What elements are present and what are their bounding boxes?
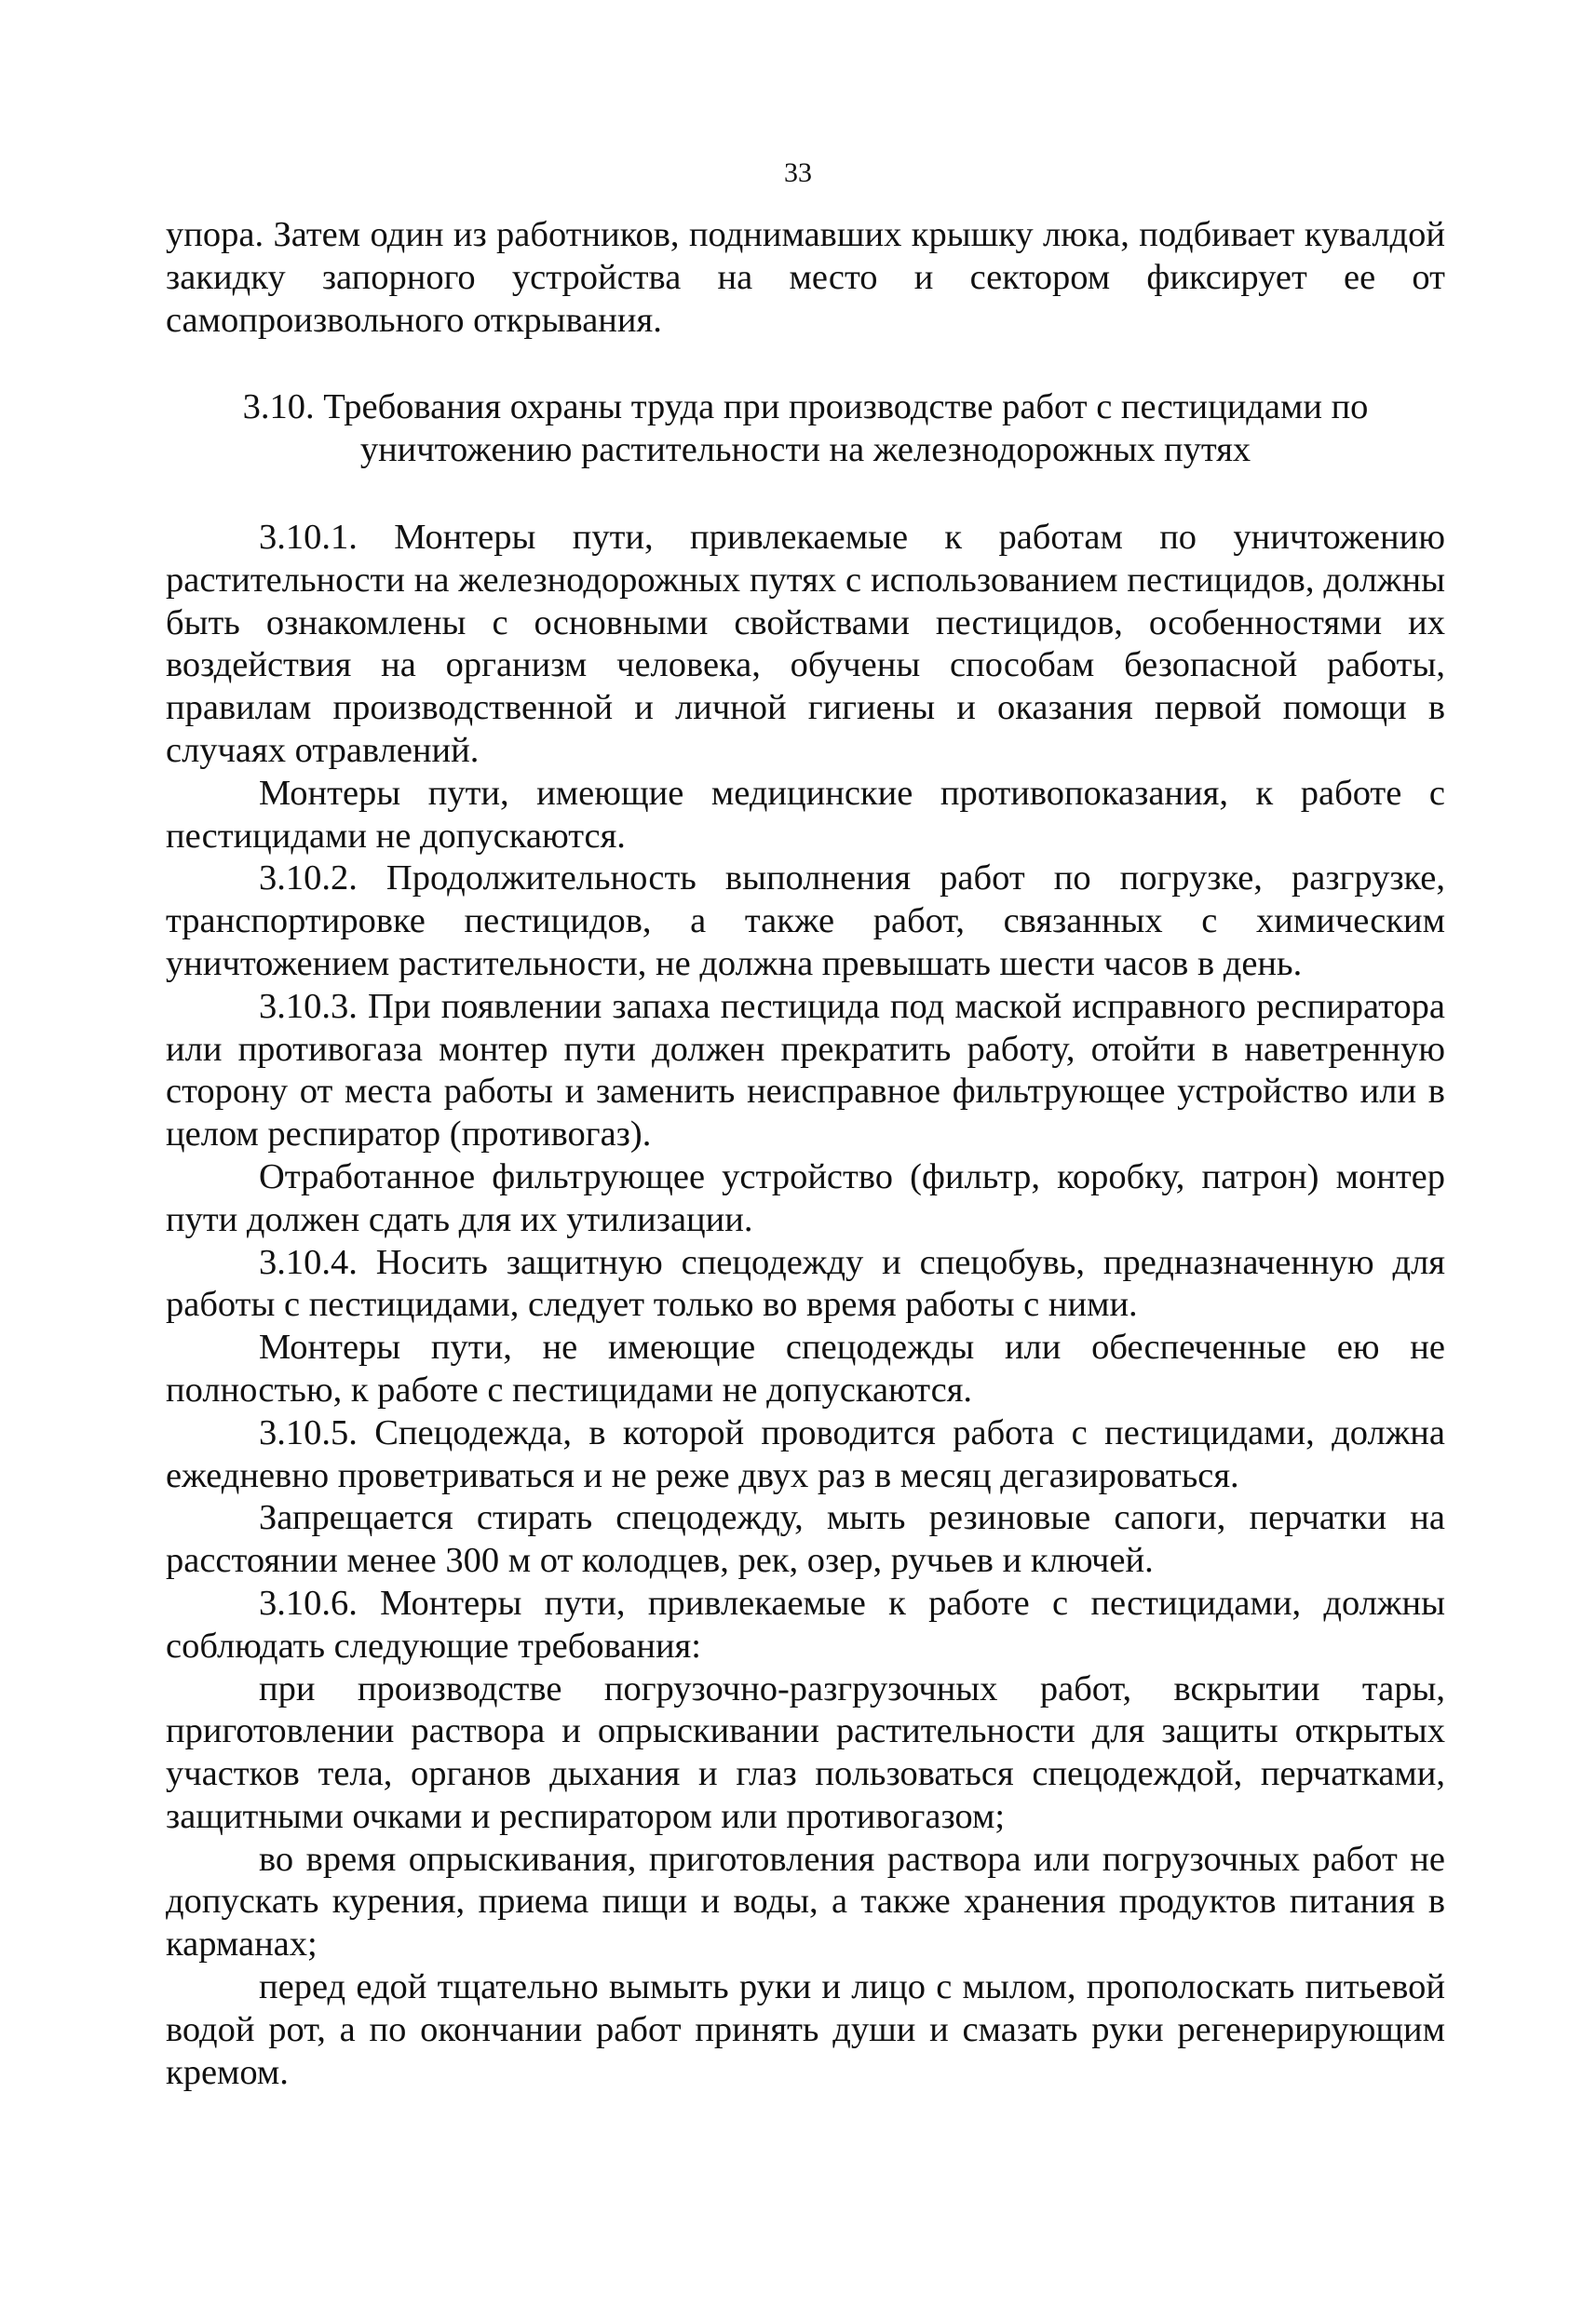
list-item: во время опрыскивания, приготовления раствора или погрузочных работ не допускать курения, приема пищи и воды, а также хранения продуктов питания в карманах; — [166, 1839, 1445, 1965]
paragraph-3-10-3: 3.10.3. При появлении запаха пестицида под маской исправного респиратора или противогаза монтер пути должен прекратить работу, отойти в наветренную сторону от места работы и заменить неисправное фильтрующее устройство или в целом респиратор (противогаз). — [166, 986, 1445, 1154]
paragraph-3-10-2: 3.10.2. Продолжительность выполнения работ по погрузке, разгрузке, транспортировке пестицидов, а также работ, связанных с химическим уничтожением растительности, не должна превышать шести часов в день. — [166, 858, 1445, 983]
list-item: при производстве погрузочно-разгрузочных работ, вскрытии тары, приготовлении раствора и опрыскивании растительности для защиты открытых участков тела, органов дыхания и глаз пользоваться спецодеждой, перчатками, защитными очками и респиратором или противогазом; — [166, 1668, 1445, 1836]
paragraph-3-10-1: 3.10.1. Монтеры пути, привлекаемые к работам по уничтожению растительности на железнодорожных путях с использованием пестицидов, должны быть ознакомлены с основными свойствами пестицидов, особенностями их воздействия на организм человека, обучены способам безопасной работы, правилам производственной и личной гигиены и оказания первой помощи в случаях отравлений. — [166, 517, 1445, 770]
section-heading: 3.10. Требования охраны труда при производстве работ с пестицидами по уничтожению растительности на железнодорожных путях — [242, 387, 1369, 470]
paragraph: Монтеры пути, не имеющие спецодежды или обеспеченные ею не полностью, к работе с пестицидами не допускаются. — [166, 1328, 1445, 1410]
document-body — [166, 214, 1445, 2094]
paragraph-3-10-5: 3.10.5. Спецодежда, в которой проводится работа с пестицидами, должна ежедневно проветриваться и не реже двух раз в месяц дегазироваться. — [166, 1412, 1445, 1495]
paragraph: Отработанное фильтрующее устройство (фильтр, коробку, патрон) монтер пути должен сдать для их утилизации. — [166, 1156, 1445, 1239]
page-number: 33 — [784, 157, 812, 188]
paragraph-3-10-4: 3.10.4. Носить защитную спецодежду и спецобувь, предназначенную для работы с пестицидами, следует только во время работы с ними. — [166, 1242, 1445, 1325]
list-item: перед едой тщательно вымыть руки и лицо с мылом, прополоскать питьевой водой рот, а по окончании работ принять души и смазать руки регенерирующим кремом. — [166, 1967, 1445, 2092]
paragraph: Монтеры пути, имеющие медицинские противопоказания, к работе с пестицидами не допускаются. — [166, 773, 1445, 856]
paragraph-3-10-6: 3.10.6. Монтеры пути, привлекаемые к работе с пестицидами, должны соблюдать следующие требования: — [166, 1583, 1445, 1666]
intro-paragraph: упора. Затем один из работников, поднимавших крышку люка, подбивает кувалдой закидку запорного устройства на место и сектором фиксирует ее от самопроизвольного открывания. — [166, 215, 1445, 340]
paragraph: Запрещается стирать спецодежду, мыть резиновые сапоги, перчатки на расстоянии менее 300 м от колодцев, рек, озер, ручьев и ключей. — [166, 1498, 1445, 1581]
